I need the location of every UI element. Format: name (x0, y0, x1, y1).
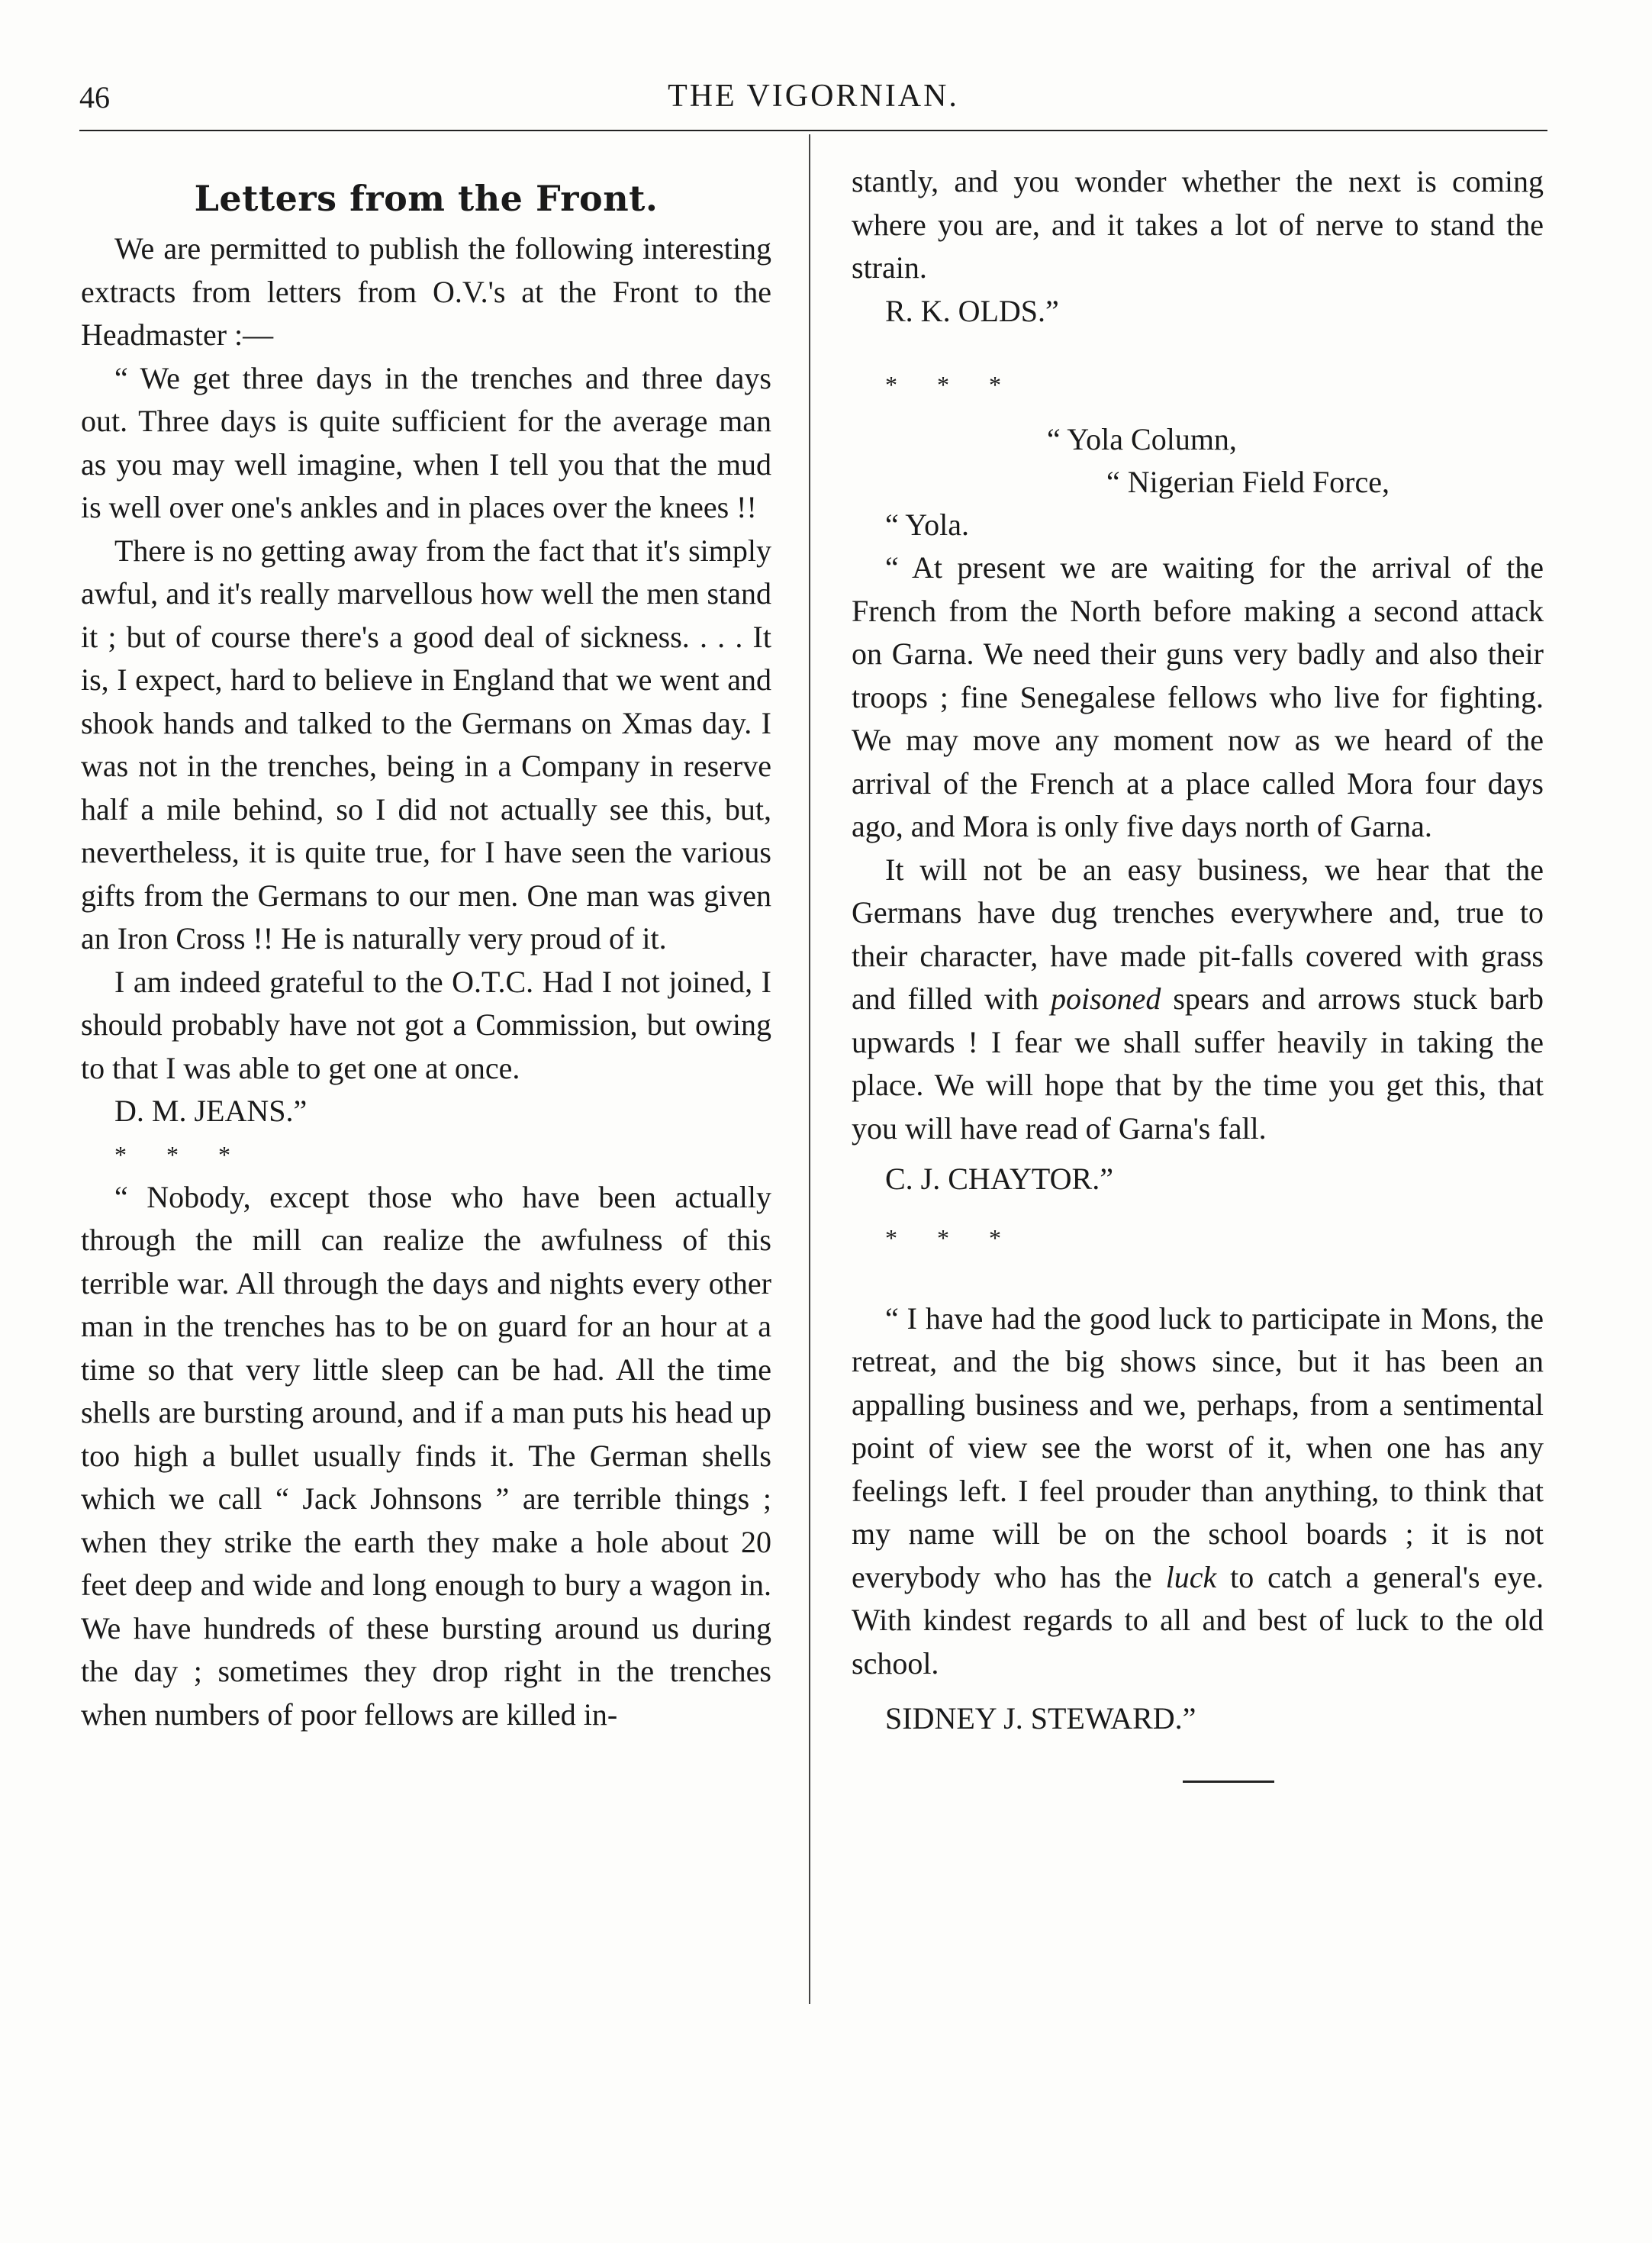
address-line-3: “ Yola. (885, 508, 970, 542)
spacer (852, 406, 1544, 418)
running-title: THE VIGORNIAN. (668, 79, 959, 114)
section-separator: * * * (114, 1140, 247, 1168)
spacer (852, 1150, 1544, 1158)
letter1-paragraph-2: There is no getting away from the fact that it's simply awful, and it's really marvellous how well the men stand it ; but of course there's a good deal of sickness. . . . It is, I expect, hard to believe in England that we went and shook hands and talked to the Germans on Xmas day. I was not in the trenches, being in a Company in reserve half a mile behind, so I did not actually see this, but, nevertheless, it is quite true, for I have seen the various gifts from the Germans to our men. One man was given an Iron Cross !! He is naturally very proud of it. (81, 533, 771, 956)
letter4-paragraph-1 (852, 1297, 1544, 1686)
letter3-paragraph-2-b: spears and arrows stuck barb upwards ! I fear we shall suffer heavily in taking the place. We will hope that by the time you get this, that you will have read of Garna's fall. (852, 981, 1544, 1146)
section-separator: * * * (885, 1223, 1018, 1252)
section-separator: * * * (885, 371, 1018, 398)
left-column (81, 153, 771, 1736)
column-divider (809, 134, 810, 2004)
intro-paragraph: We are permitted to publish the following interesting extracts from letters from O.V.'s at the Front to the Headmaster :— (81, 231, 771, 352)
address-line-1: “ Yola Column, (1047, 422, 1237, 456)
letter3-paragraph-2 (852, 849, 1544, 1151)
page-number: 46 (79, 80, 110, 114)
letter3-paragraph-2-a: It will not be an easy business, we hear that the Germans have dug trenches everywhere and, true to their character, have made pit-falls covered with grass and filled with (852, 852, 1544, 1016)
letter4-paragraph-1-a: “ I have had the good luck to participate in Mons, the retreat, and the big shows since, but it has been an appalling business and we, perhaps, from a sentimental point of view see the worst of it, when one has any feelings left. I feel prouder than anything, to think that my name will be on the school boards ; it is not everybody who has the (852, 1300, 1544, 1594)
letter2-signature: R. K. OLDS.” (885, 293, 1059, 328)
letter2-paragraph-cont: stantly, and you wonder whether the next is coming where you are, and it takes a lot of nerve to stand the strain. (852, 164, 1544, 285)
spacer (852, 1259, 1544, 1297)
page-header (79, 75, 1547, 131)
letter2-paragraph-start: “ Nobody, except those who have been actually through the mill can realize the awfulness of this terrible war. All through the days and nights every other man in the trenches has to be on guard for an hour at a time so that very little sleep can be had. All the time shells are bursting around, and if a man puts his head up too high a bullet usually finds it. The German shells which we call “ Jack Johnsons ” are terrible things ; when they strike the earth they make a hole about 20 feet deep and wide and long enough to bury a wagon in. We have hundreds of these bursting around us during the day ; sometimes they drop right in the trenches when numbers of poor fellows are killed in- (81, 1179, 771, 1732)
letter1-signature: D. M. JEANS.” (114, 1094, 308, 1128)
emphasis-poisoned: poisoned (1050, 981, 1161, 1016)
end-rule (1183, 1781, 1274, 1783)
article-heading: Letters from the Front. (194, 178, 659, 219)
address-line-2: “ Nigerian Field Force, (1106, 465, 1390, 499)
emphasis-luck: luck (1165, 1559, 1217, 1594)
right-column (852, 160, 1544, 1783)
letter3-signature: C. J. CHAYTOR.” (885, 1162, 1113, 1196)
spacer (852, 1201, 1544, 1217)
letter4-signature: SIDNEY J. STEWARD.” (885, 1701, 1196, 1735)
spacer (852, 333, 1544, 363)
spacer (852, 1685, 1544, 1697)
letter4-paragraph-1-b: to catch a general's eye. With kindest regards to all and best of luck to the old school. (852, 1559, 1544, 1681)
letter1-paragraph-3: I am indeed grateful to the O.T.C. Had I not joined, I should probably have not got a Commission, but owing to that I was able to get one at once. (81, 964, 771, 1085)
letter3-paragraph-1: “ At present we are waiting for the arrival of the French from the North before making a second attack on Garna. We need their guns very badly and also their troops ; fine Senegalese fellows who live for fighting. We may move any moment now as we heard of the arrival of the French at a place called Mora four days ago, and Mora is only five days north of Garna. (852, 550, 1544, 843)
letter1-paragraph-1: “ We get three days in the trenches and three days out. Three days is quite sufficient for the average man as you may well imagine, when I tell you that the mud is well over one's ankles and in places over the knees !! (81, 360, 771, 524)
